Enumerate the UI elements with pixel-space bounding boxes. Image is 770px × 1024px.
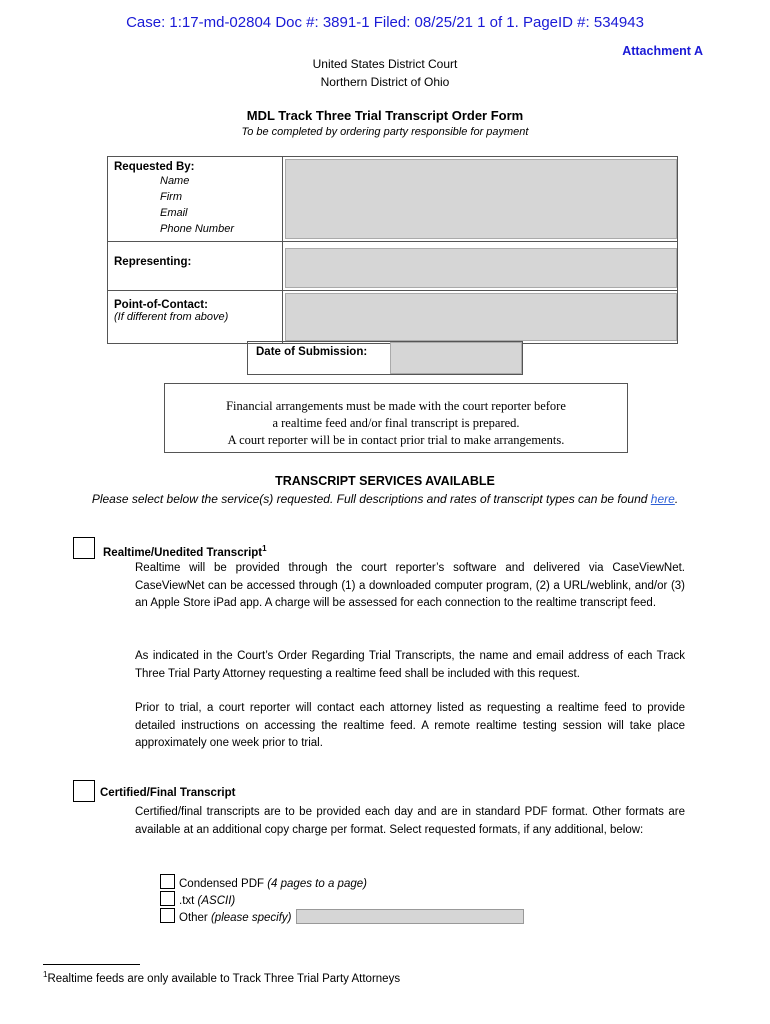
realtime-footnote-ref: 1 [262,544,267,553]
txt-note: (ASCII) [197,895,236,907]
certified-para: Certified/final transcripts are to be provided each day and are in standard PDF format. Other formats are available at an additional copy charge per format. Select requested formats, if any additional, below: [135,806,685,836]
services-instructions-end: . [674,492,679,506]
footnote-divider [43,964,140,965]
condensed-pdf-note: (4 pages to a page) [267,878,367,890]
point-of-contact-input[interactable] [285,293,677,341]
representing-input[interactable] [285,248,677,288]
requested-by-label: Requested By: [114,161,195,173]
txt-checkbox[interactable] [160,891,175,906]
requested-by-firm: Firm [160,191,182,203]
case-header: Case: 1:17-md-02804 Doc #: 3891-1 Filed: 08/25/21 1 of 1. PageID #: 534943 [126,14,644,31]
representing-label: Representing: [114,256,192,268]
realtime-para-2: As indicated in the Court’s Order Regarding Trial Transcripts, the name and email address of each Track Three Trial Party Attorney requesting a realtime feed shall be included with this request. [135,650,685,680]
footnote-number: 1 [43,970,48,979]
realtime-para-1: Realtime will be provided through the court reporter’s software and delivered via CaseViewNet. CaseViewNet can be accessed through (1) a downloaded computer program, (2) a URL/weblink, and/or (3) an Apple Store iPad app. A charge will be assessed for each connection to the realtime transcript feed. [135,562,685,609]
point-of-contact-note: (If different from above) [114,311,229,323]
form-subtitle: To be completed by ordering party responsible for payment [241,126,529,138]
services-instructions-text: Please select below the service(s) requested. Full descriptions and rates of transcript types can be found [91,492,651,506]
services-rates-link[interactable]: here [650,492,675,506]
requested-by-phone: Phone Number [160,223,234,235]
point-of-contact-cell [108,291,283,344]
realtime-checkbox[interactable] [73,537,95,559]
attachment-label: Attachment A [622,44,703,58]
point-of-contact-label: Point-of-Contact: [114,299,208,311]
other-note: (please specify) [210,912,292,924]
date-of-submission-row [247,341,523,375]
certified-checkbox[interactable] [73,780,95,802]
date-of-submission-label: Date of Submission: [256,346,368,358]
other-label: Other [179,912,211,924]
date-of-submission-input[interactable] [390,342,522,374]
footnote [43,970,400,985]
other-specify-input[interactable] [296,909,524,924]
notice-line-1: Financial arrangements must be made with the court reporter before [226,399,566,413]
condensed-pdf-checkbox[interactable] [160,874,175,889]
other-checkbox[interactable] [160,908,175,923]
requested-by-email: Email [160,207,188,219]
financial-notice [164,383,628,453]
requester-table [107,156,678,344]
requested-by-name: Name [160,175,190,187]
realtime-heading-text: Realtime/Unedited Transcript [103,546,263,559]
representing-cell [108,242,283,291]
requested-by-input[interactable] [285,159,677,239]
notice-line-2: a realtime feed and/or final transcript is prepared. [272,416,520,430]
notice-line-3: A court reporter will be in contact prior trial to make arrangements. [227,433,565,447]
court-line-2: Northern District of Ohio [320,75,450,89]
footnote-text: Realtime feeds are only available to Track Three Trial Party Attorneys [47,972,401,985]
realtime-para-3: Prior to trial, a court reporter will contact each attorney listed as requesting a realtime feed to provide detailed instructions on accessing the realtime feed. A remote realtime testing session will take place approximately one week prior to trial. [135,702,685,749]
txt-label: .txt [179,895,198,907]
court-line-1: United States District Court [312,57,458,71]
realtime-heading [103,544,267,559]
requested-by-cell [108,157,283,242]
court-name [0,55,770,91]
certified-heading: Certified/Final Transcript [100,787,236,799]
services-instructions [0,492,770,506]
format-other [160,908,524,927]
services-title: TRANSCRIPT SERVICES AVAILABLE [275,474,495,488]
condensed-pdf-label: Condensed PDF [179,878,268,890]
form-title: MDL Track Three Trial Transcript Order Form [246,108,524,123]
